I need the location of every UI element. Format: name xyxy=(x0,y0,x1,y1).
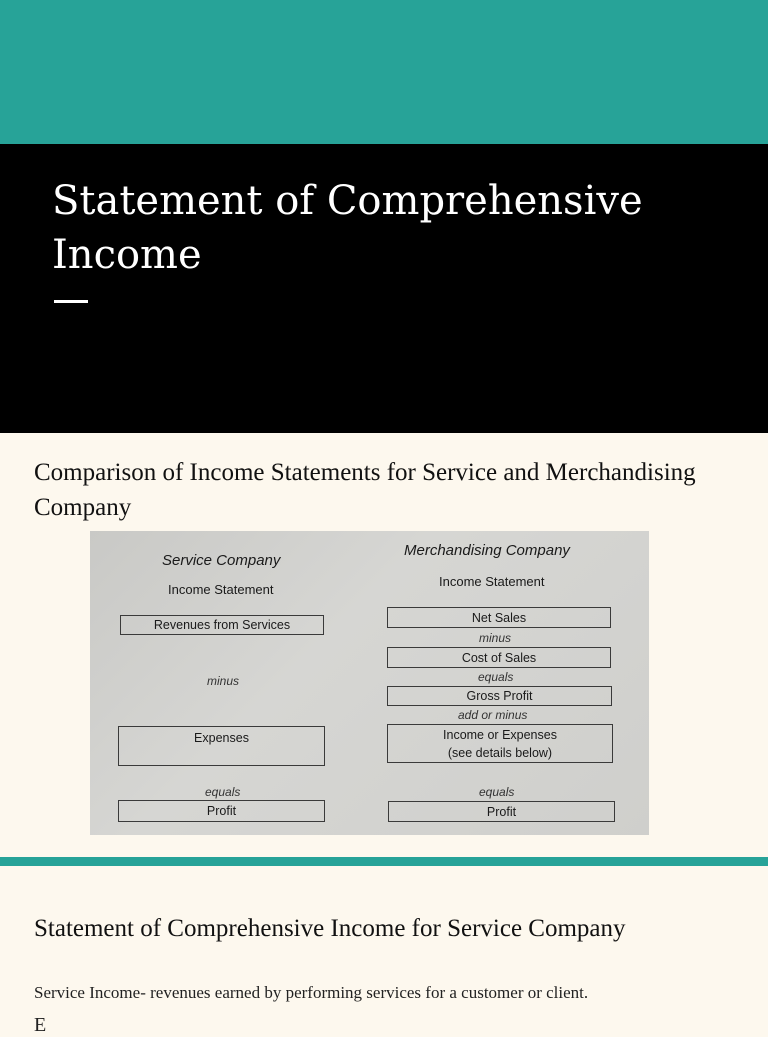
merch-minus-label: minus xyxy=(479,631,512,645)
merch-equals-label-2: equals xyxy=(479,785,515,799)
cut-off-text: E xyxy=(34,1014,47,1036)
see-details-below-label: (see details below) xyxy=(447,745,553,760)
expenses-box xyxy=(118,726,325,766)
service-income-statement-label: Income Statement xyxy=(168,582,274,597)
net-sales-label: Net Sales xyxy=(471,610,527,625)
merch-equals-label: equals xyxy=(478,670,514,684)
title-slide xyxy=(0,144,768,433)
merch-profit-label: Profit xyxy=(486,804,517,819)
merch-profit-box xyxy=(388,801,615,822)
revenues-from-services-label: Revenues from Services xyxy=(153,618,291,632)
net-sales-box xyxy=(387,607,611,628)
service-statement-heading: Statement of Comprehensive Income for Service Company xyxy=(34,915,626,942)
cost-of-sales-label: Cost of Sales xyxy=(461,650,537,665)
revenues-from-services-box xyxy=(120,615,324,635)
merchandising-company-heading: Merchandising Company xyxy=(404,542,570,559)
comparison-heading: Comparison of Income Statements for Service and Merchandising Company xyxy=(34,459,696,521)
income-statement-comparison-figure xyxy=(90,531,649,835)
income-or-expenses-box xyxy=(387,724,613,763)
income-or-expenses-label: Income or Expenses xyxy=(443,727,557,742)
service-company-heading: Service Company xyxy=(162,552,281,569)
cost-of-sales-box xyxy=(387,647,611,668)
title-underline xyxy=(54,300,88,303)
service-income-definition: Service Income- revenues earned by performing services for a customer or client. xyxy=(34,983,589,1002)
gross-profit-label: Gross Profit xyxy=(466,689,533,703)
gross-profit-box xyxy=(387,686,612,706)
expenses-label: Expenses xyxy=(194,731,249,745)
top-teal-bar xyxy=(0,0,768,144)
add-or-minus-label: add or minus xyxy=(458,708,528,722)
merchandising-income-statement-label: Income Statement xyxy=(439,574,545,589)
service-minus-label: minus xyxy=(207,674,240,688)
service-profit-label: Profit xyxy=(206,804,237,818)
service-equals-label: equals xyxy=(205,785,241,799)
slide-title: Statement of Comprehensive Income xyxy=(52,178,643,278)
slide-divider xyxy=(0,857,768,866)
service-profit-box xyxy=(118,800,325,822)
